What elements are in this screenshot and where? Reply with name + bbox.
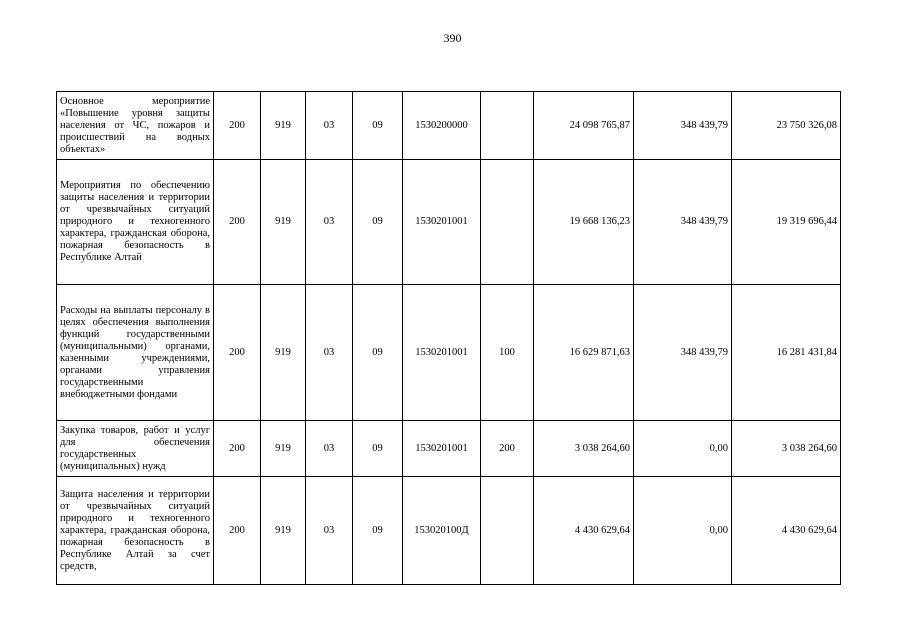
ministry-code-cell: 919 xyxy=(261,92,306,160)
amount-3-cell: 23 750 326,08 xyxy=(732,92,841,160)
amount-3-cell: 4 430 629,64 xyxy=(732,477,841,585)
section-code-cell: 03 xyxy=(306,285,353,421)
subsection-code-cell: 09 xyxy=(353,285,403,421)
subsection-code-cell: 09 xyxy=(353,421,403,477)
amount-3-cell: 3 038 264,60 xyxy=(732,421,841,477)
page-number: 390 xyxy=(443,31,462,45)
amount-1-cell: 16 629 871,63 xyxy=(534,285,634,421)
table-row xyxy=(57,285,841,421)
admin-code-cell: 200 xyxy=(214,421,261,477)
expense-type-cell: 200 xyxy=(481,421,534,477)
amount-2-cell: 348 439,79 xyxy=(634,160,732,285)
target-code-cell: 1530201001 xyxy=(403,421,481,477)
expense-type-cell xyxy=(481,160,534,285)
amount-2-cell: 348 439,79 xyxy=(634,285,732,421)
target-code-cell: 1530201001 xyxy=(403,160,481,285)
row-name-cell: Защита населения и территории от чрезвычайных ситуаций природного и техногенного характера, гражданская оборона, пожарная безопасность в Республике Алтай за счет средств, xyxy=(57,477,214,585)
section-code-cell: 03 xyxy=(306,421,353,477)
amount-1-cell: 19 668 136,23 xyxy=(534,160,634,285)
table-row xyxy=(57,477,841,585)
target-code-cell: 153020100Д xyxy=(403,477,481,585)
admin-code-cell: 200 xyxy=(214,92,261,160)
amount-3-cell: 19 319 696,44 xyxy=(732,160,841,285)
ministry-code-cell: 919 xyxy=(261,285,306,421)
subsection-code-cell: 09 xyxy=(353,160,403,285)
row-name-cell: Расходы на выплаты персоналу в целях обеспечения выполнения функций государственными (муниципальными) органами, казенными учреждениями, органами управления государственными внебюджетными фондами xyxy=(57,285,214,421)
subsection-code-cell: 09 xyxy=(353,477,403,585)
amount-2-cell: 348 439,79 xyxy=(634,92,732,160)
expense-type-cell: 100 xyxy=(481,285,534,421)
subsection-code-cell: 09 xyxy=(353,92,403,160)
row-name-cell: Основное мероприятие «Повышение уровня защиты населения от ЧС, пожаров и происшествий на водных объектах» xyxy=(57,92,214,160)
amount-3-cell: 16 281 431,84 xyxy=(732,285,841,421)
ministry-code-cell: 919 xyxy=(261,160,306,285)
row-name-cell: Закупка товаров, работ и услуг для обеспечения государственных (муниципальных) нужд xyxy=(57,421,214,477)
row-name-cell: Мероприятия по обеспечению защиты населения и территории от чрезвычайных ситуаций природного и техногенного характера, гражданская оборона, пожарная безопасность в Республике Алтай xyxy=(57,160,214,285)
section-code-cell: 03 xyxy=(306,477,353,585)
admin-code-cell: 200 xyxy=(214,477,261,585)
table-row xyxy=(57,421,841,477)
table-row xyxy=(57,92,841,160)
amount-1-cell: 24 098 765,87 xyxy=(534,92,634,160)
table-row xyxy=(57,160,841,285)
expense-type-cell xyxy=(481,92,534,160)
section-code-cell: 03 xyxy=(306,92,353,160)
ministry-code-cell: 919 xyxy=(261,421,306,477)
ministry-code-cell: 919 xyxy=(261,477,306,585)
admin-code-cell: 200 xyxy=(214,160,261,285)
target-code-cell: 1530200000 xyxy=(403,92,481,160)
amount-1-cell: 4 430 629,64 xyxy=(534,477,634,585)
amount-2-cell: 0,00 xyxy=(634,477,732,585)
amount-2-cell: 0,00 xyxy=(634,421,732,477)
target-code-cell: 1530201001 xyxy=(403,285,481,421)
expense-type-cell xyxy=(481,477,534,585)
budget-table xyxy=(56,91,841,585)
section-code-cell: 03 xyxy=(306,160,353,285)
amount-1-cell: 3 038 264,60 xyxy=(534,421,634,477)
admin-code-cell: 200 xyxy=(214,285,261,421)
